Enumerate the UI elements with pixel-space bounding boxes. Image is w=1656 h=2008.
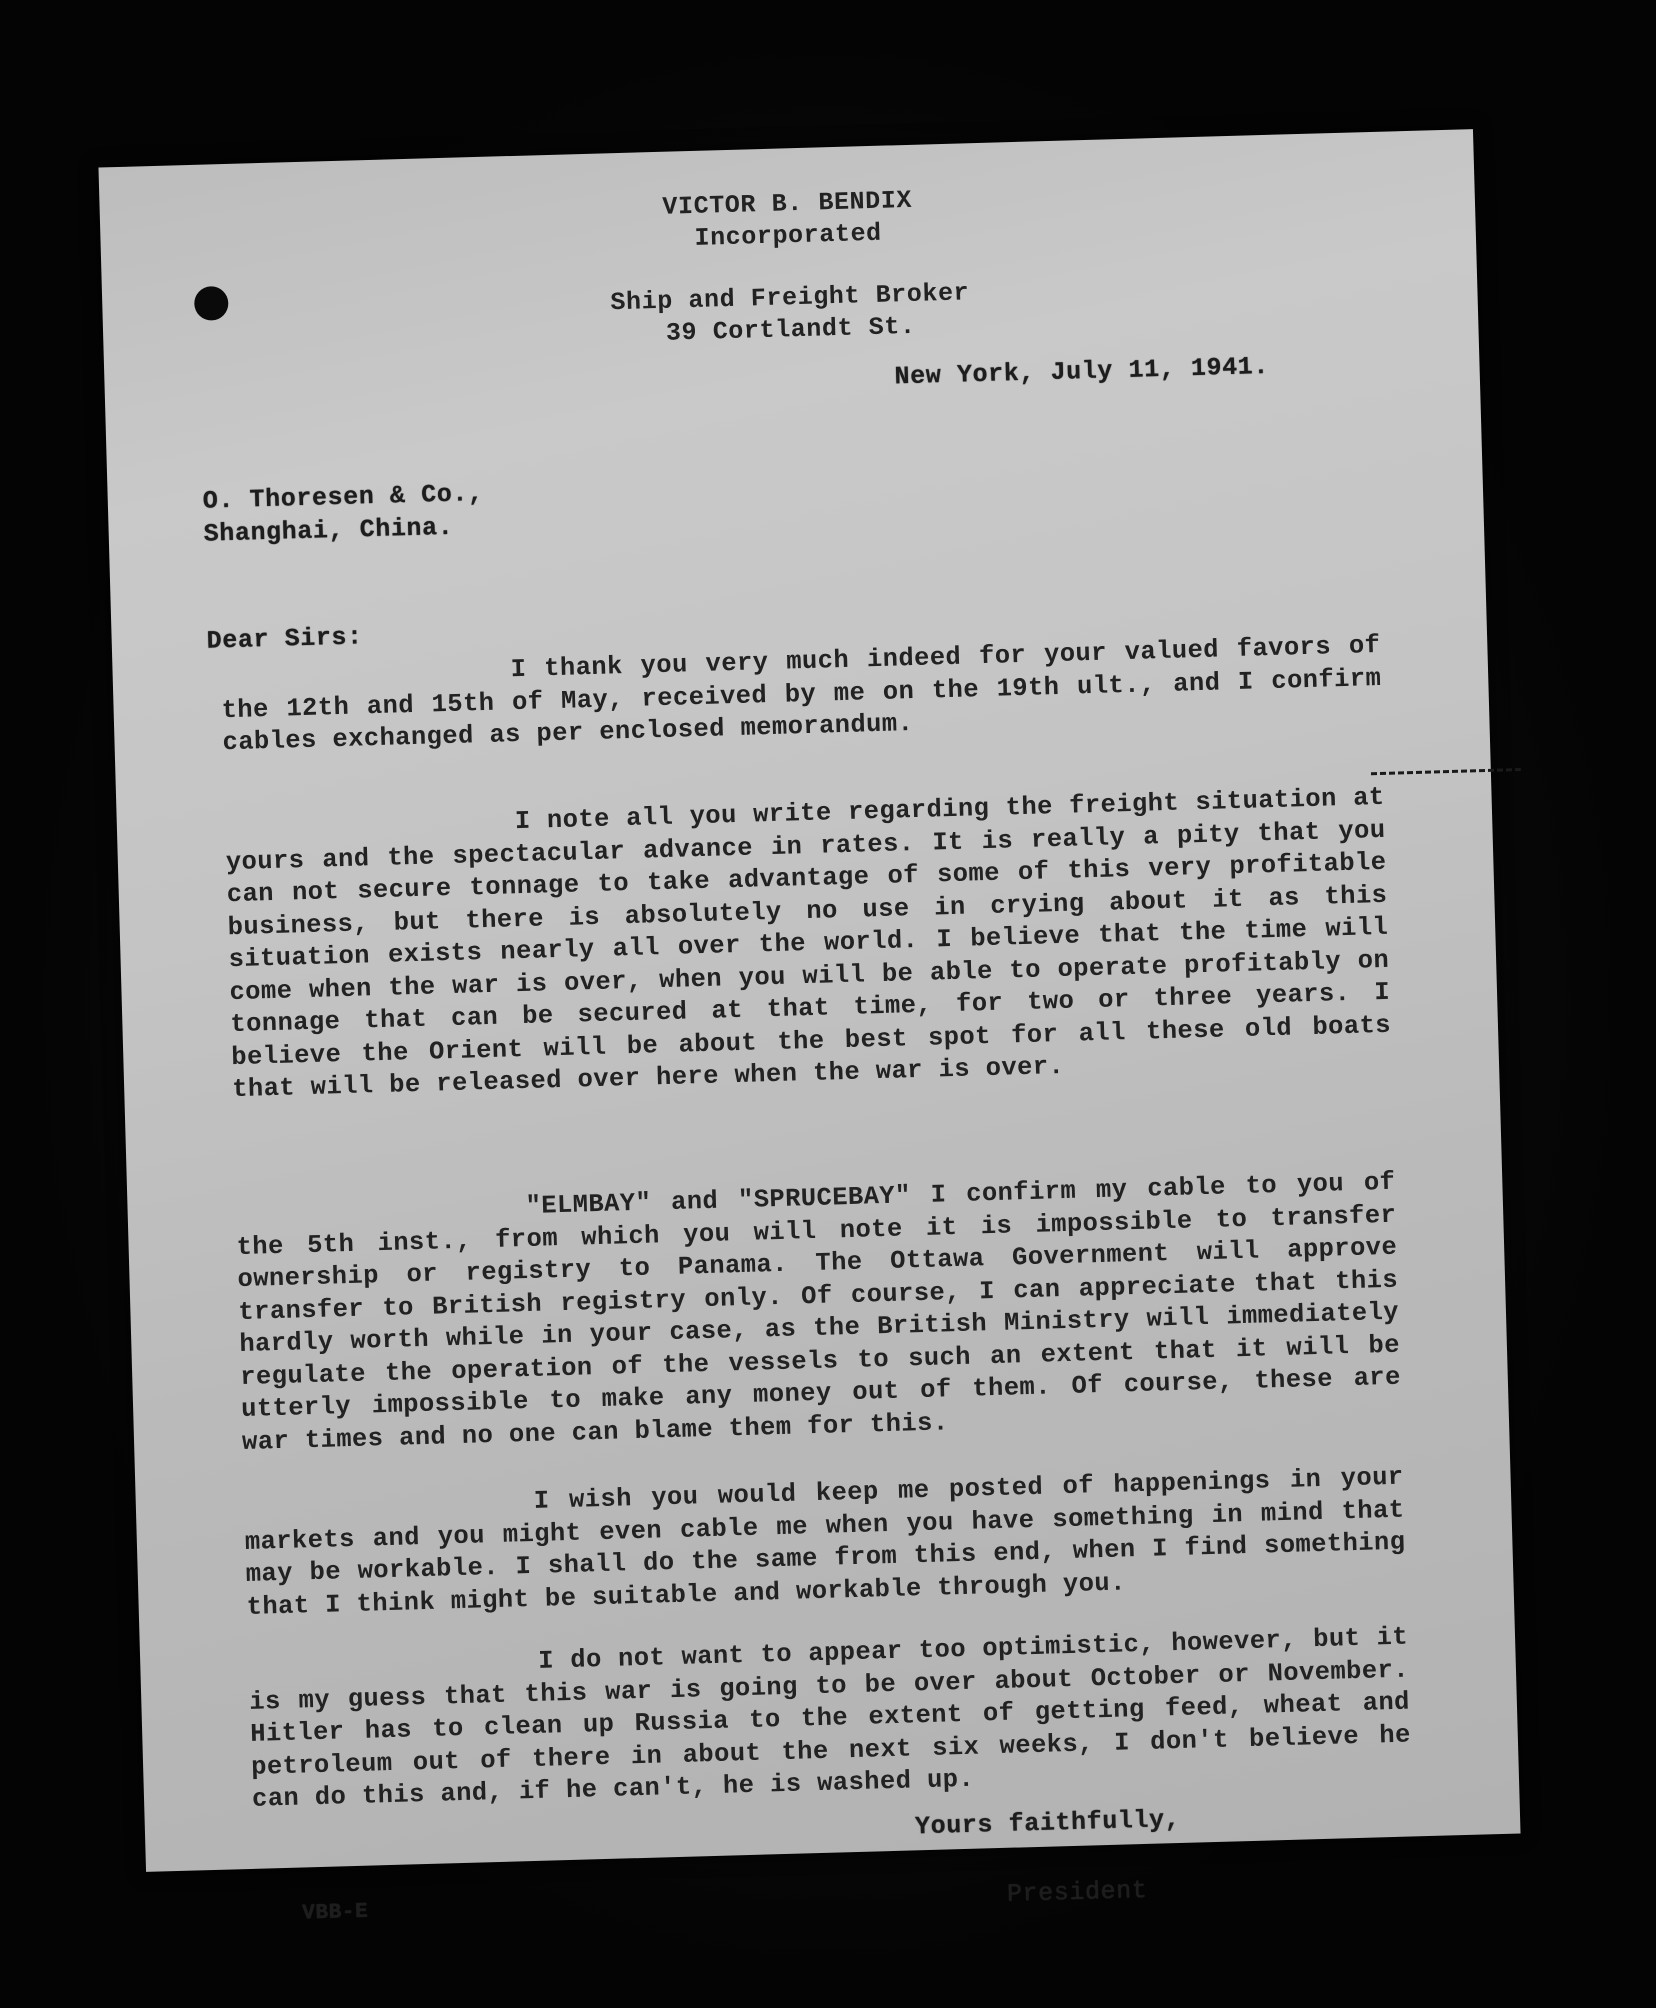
letterhead-address: 39 Cortlandt St.: [665, 311, 916, 348]
recipient-location: Shanghai, China.: [203, 512, 454, 549]
paragraph-5: I do not want to appear too optimistic, however, but it is my guess that this war is going to be over about October or November. Hitler has to clean up Russia to the extent of getting feed, wheat and petroleum out of there in about the next six weeks, I don't believe he can do this and, if he can't, he is washed up.: [248, 1622, 1412, 1814]
initials: VBB-E: [301, 1900, 369, 1926]
paragraph-4: I wish you would keep me posted of happenings in your markets and you might even cable me when you have something in mind that may be workable. I shall do the same from this end, when I find something that I think might be suitable and workable through you.: [244, 1462, 1406, 1622]
recipient-name: O. Thoresen & Co.,: [202, 478, 484, 516]
letterhead: [100, 169, 1479, 365]
signature-title: President: [1006, 1875, 1148, 1909]
dateline: New York, July 11, 1941.: [894, 351, 1270, 392]
paragraph-1: I thank you very much indeed for your valued favors of the 12th and 15th of May, received by me on the 19th ult., and I confirm cables exchanged as per enclosed memorandum.: [221, 630, 1382, 758]
letterhead-company: VICTOR B. BENDIX: [662, 185, 913, 222]
paragraph-3: "ELMBAY" and "SPRUCEBAY" I confirm my cable to you of the 5th inst., from which you will note it is impossible to transfer ownership or registry to Panama. The Ottawa Government will approve transfer to British registry only. Of course, I can appreciate that this hardly worth while in your case, as the British Ministry will immediately regulate the operation of the vessels to such an extent that it will be utterly impossible to make any money out of them. Of course, these are war times and no one can blame them for this.: [236, 1167, 1402, 1457]
letterhead-incorporated: Incorporated: [694, 218, 883, 253]
letter-page: [98, 129, 1520, 1926]
letterhead-business: Ship and Freight Broker: [610, 278, 970, 318]
closing: Yours faithfully,: [914, 1804, 1181, 1842]
margin-dash-mark: [1371, 768, 1521, 775]
salutation: Dear Sirs:: [206, 622, 364, 656]
paragraph-2: I note all you write regarding the freight situation at yours and the spectacular advance in rates. It is really a pity that you can not secure tonnage to take advantage of some of this very profitable business, but there is absolutely no use in crying about it as this situation exists nearly all over the world. I believe that the time will come when the war is over, when you will be able to operate profitably on tonnage that can be secured at that time, for two or three years. I believe the Orient will be about the best spot for all these old boats that will be released over here when the war is over.: [225, 782, 1392, 1105]
